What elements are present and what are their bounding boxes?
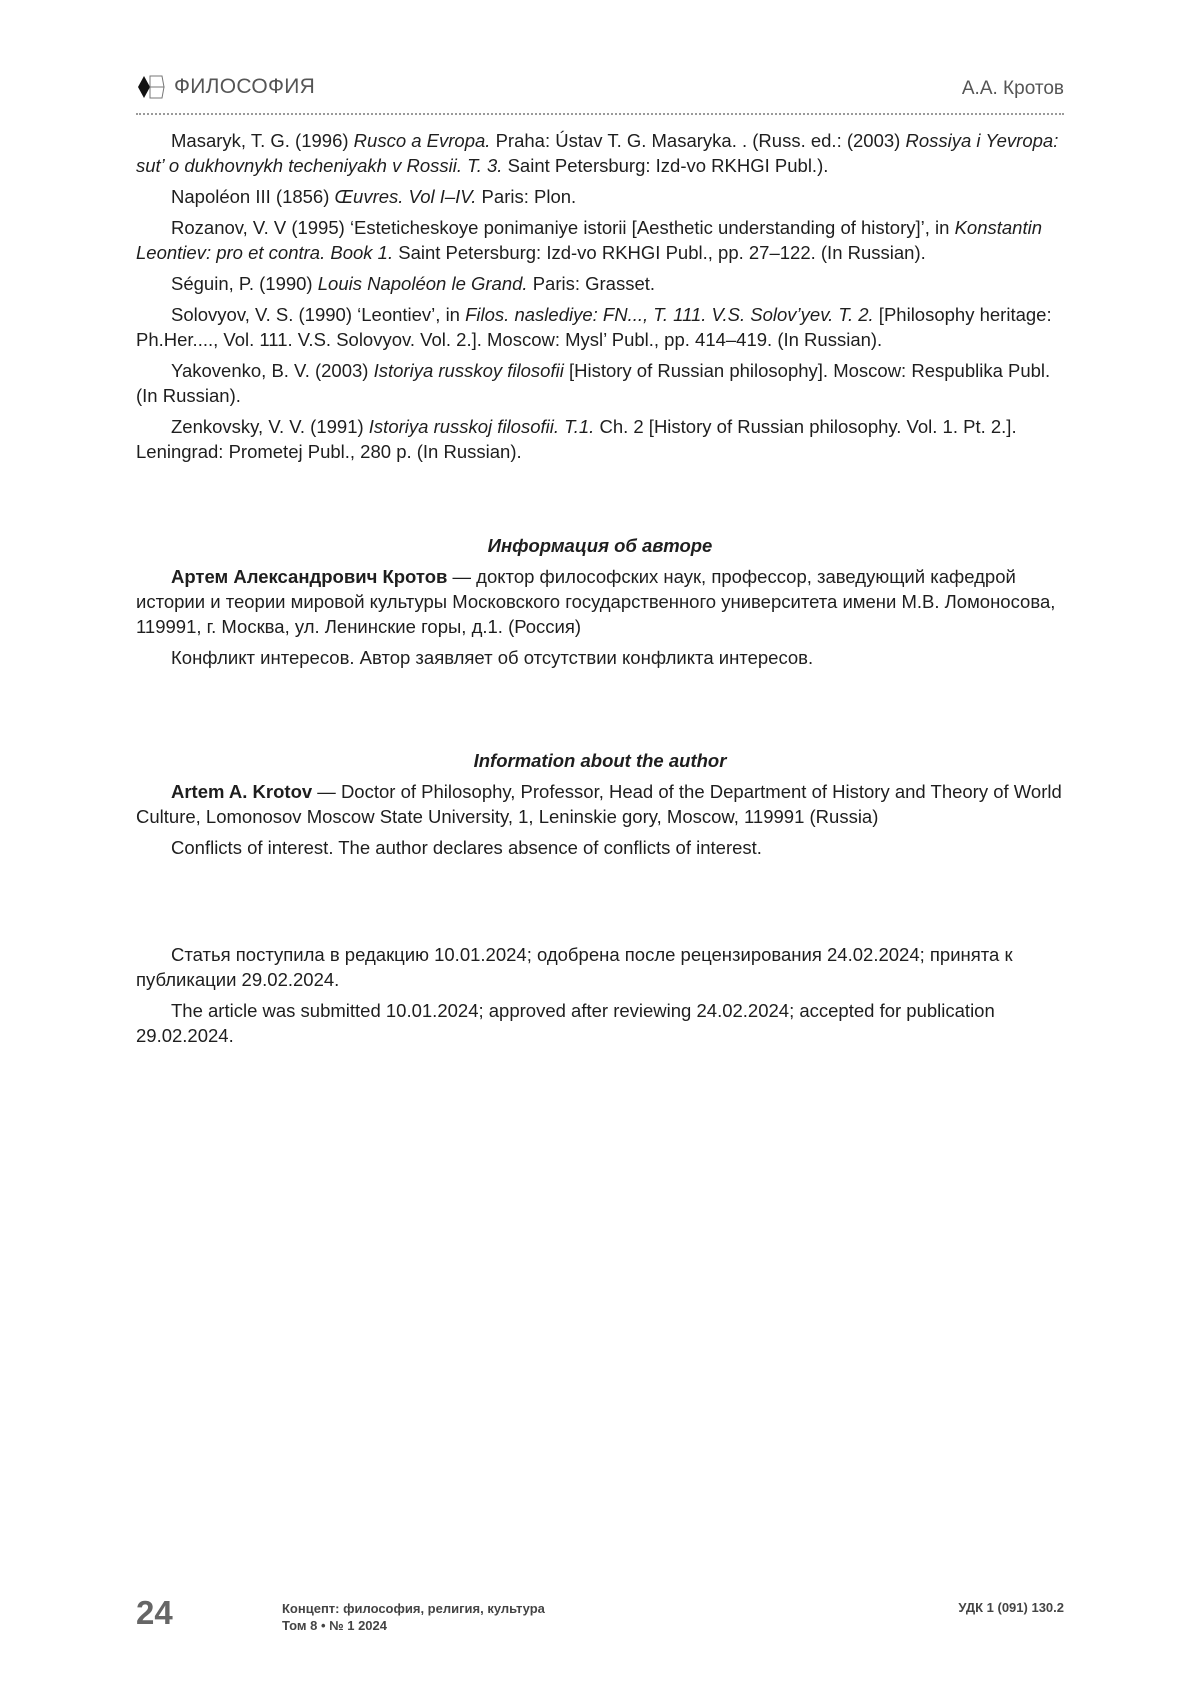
author-bio: Artem A. Krotov — Doctor of Philosophy, Professor, Head of the Department of History and Theory of World Culture, Lomonosov Moscow State University, 1, Leninskie gory, Moscow, 119991 (Russia) xyxy=(136,781,1062,827)
journal-issue: Том 8 • № 1 2024 xyxy=(282,1618,387,1633)
author-info-ru xyxy=(136,533,1064,670)
section-name: ФИЛОСОФИЯ xyxy=(174,75,316,98)
section-heading: Information about the author xyxy=(473,750,727,771)
dates-ru: Статья поступила в редакцию 10.01.2024; одобрена после рецензирования 24.02.2024; принята к публикации 29.02.2024. xyxy=(136,944,1013,990)
section-heading: Информация об авторе xyxy=(487,535,713,556)
header-section xyxy=(136,74,315,100)
black-white-cube-icon xyxy=(136,74,166,100)
reference-item: Zenkovsky, V. V. (1991) Istoriya russkoj filosofii. T.1. Ch. 2 [History of Russian philosophy. Vol. 1. Pt. 2.]. Leningrad: Prometej Publ., 280 p. (In Russian). xyxy=(136,416,1017,462)
reference-item: Rozanov, V. V (1995) ‘Esteticheskoye ponimaniye istorii [Aesthetic understanding of history]’, in Konstantin Leontiev: pro et contra. Book 1. Saint Petersburg: Izd-vo RKHGI Publ., pp. 27–122. (In Russian). xyxy=(136,217,1043,263)
conflict-statement: Конфликт интересов. Автор заявляет об отсутствии конфликта интересов. xyxy=(171,647,814,668)
author-name: Artem A. Krotov xyxy=(171,781,313,802)
page-content xyxy=(136,128,1064,1054)
author-bio: Артем Александрович Кротов — доктор философских наук, профессор, заведующий кафедрой истории и теории мировой культуры Московского государственного университета имени М.В. Ломоносова, 119991, г. Москва, ул. Ленинские горы, д.1. (Россия) xyxy=(136,566,1056,637)
header-author: А.А. Кротов xyxy=(961,78,1064,99)
author-info-en xyxy=(136,748,1064,860)
reference-item: Masaryk, T. G. (1996) Rusco a Evropa. Praha: Ústav T. G. Masaryka. . (Russ. ed.: (2003) Rossiya i Yevropa: sut’ o dukhovnykh techeniyakh v Rossii. T. 3. Saint Petersburg: Izd-vo RKHGI Publ.). xyxy=(136,130,1059,176)
page-number: 24 xyxy=(136,1594,173,1631)
reference-item: Napoléon III (1856) Œuvres. Vol I–IV. Paris: Plon. xyxy=(171,186,577,207)
page-header xyxy=(136,72,1064,114)
reference-list xyxy=(136,128,1064,464)
reference-item: Solovyov, V. S. (1990) ‘Leontiev’, in Filos. naslediye: FN..., T. 111. V.S. Solov’yev. T. 2. [Philosophy heritage: Ph.Her...., Vol. 111. V.S. Solovyov. Vol. 2.]. Moscow: Mysl’ Publ., pp. 414–419. (In Russian). xyxy=(136,304,1052,350)
author-name: Артем Александрович Кротов xyxy=(171,566,448,587)
journal-info xyxy=(282,1600,545,1634)
udc-code: УДК 1 (091) 130.2 xyxy=(958,1600,1064,1615)
dates-en: The article was submitted 10.01.2024; approved after reviewing 24.02.2024; accepted for publication 29.02.2024. xyxy=(136,1000,995,1046)
header-divider xyxy=(136,113,1064,115)
reference-item: Yakovenko, B. V. (2003) Istoriya russkoy filosofii [History of Russian philosophy]. Moscow: Respublika Publ. (In Russian). xyxy=(136,360,1051,406)
conflict-statement: Conflicts of interest. The author declares absence of conflicts of interest. xyxy=(171,837,762,858)
article-dates xyxy=(136,942,1064,1048)
reference-item: Séguin, P. (1990) Louis Napoléon le Grand. Paris: Grasset. xyxy=(171,273,656,294)
page-footer xyxy=(136,1594,1064,1644)
journal-title: Концепт: философия, религия, культура xyxy=(282,1601,545,1616)
